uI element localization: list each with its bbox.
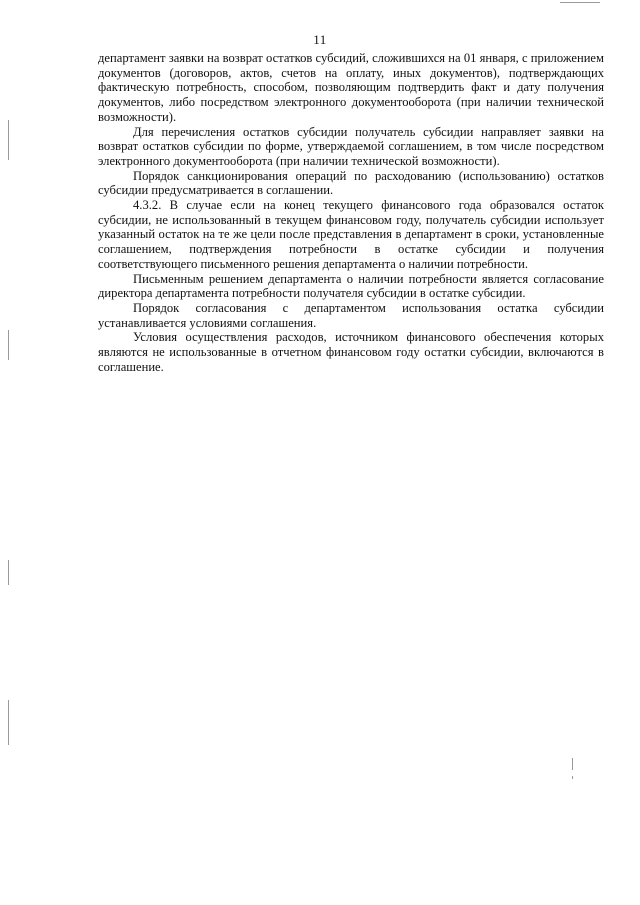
document-body bbox=[98, 51, 604, 374]
page-number: 11 bbox=[313, 32, 327, 47]
scan-mark bbox=[8, 330, 9, 360]
paragraph-2: Для перечисления остатков субсидии получатель субсидии направляет заявки на возврат остатков субсидии по форме, утверждаемой соглашением, в том числе посредством электронного документооборота (при наличии технической возможности). bbox=[98, 124, 604, 168]
paragraph-4: 4.3.2. В случае если на конец текущего финансового года образовался остаток субсидии, не использованный в текущем финансовом году, получатель субсидии использует указанный остаток на те же цели после представления в департамент в сроки, установленные соглашением, подтверждения потребности в остатке субсидии и получения соответствующего письменного решения департамента о наличии потребности. bbox=[98, 198, 604, 271]
scan-mark bbox=[560, 2, 600, 3]
paragraph-3: Порядок санкционирования операций по расходованию (использованию) остатков субсидии предусматривается в соглашении. bbox=[98, 168, 604, 198]
paragraph-5: Письменным решением департамента о наличии потребности является согласование директора департамента потребности получателя субсидии в остатке субсидии. bbox=[98, 271, 604, 301]
scan-mark bbox=[8, 120, 9, 160]
paragraph-7: Условия осуществления расходов, источником финансового обеспечения которых являются не использованные в отчетном финансовом году остатки субсидии, включаются в соглашение. bbox=[98, 330, 604, 374]
scan-mark bbox=[572, 776, 573, 779]
scan-mark bbox=[572, 758, 573, 770]
scan-mark bbox=[8, 560, 9, 585]
paragraph-1: департамент заявки на возврат остатков субсидий, сложившихся на 01 января, с приложением документов (договоров, актов, счетов на оплату, иных документов), подтверждающих фактическую потребность, способом, позволяющим подтвердить факт и дату получения документов, либо посредством электронного документооборота (при наличии технической возможности). bbox=[98, 51, 604, 124]
paragraph-6: Порядок согласования с департаментом использования остатка субсидии устанавливается условиями соглашения. bbox=[98, 300, 604, 330]
scan-mark bbox=[8, 700, 9, 745]
